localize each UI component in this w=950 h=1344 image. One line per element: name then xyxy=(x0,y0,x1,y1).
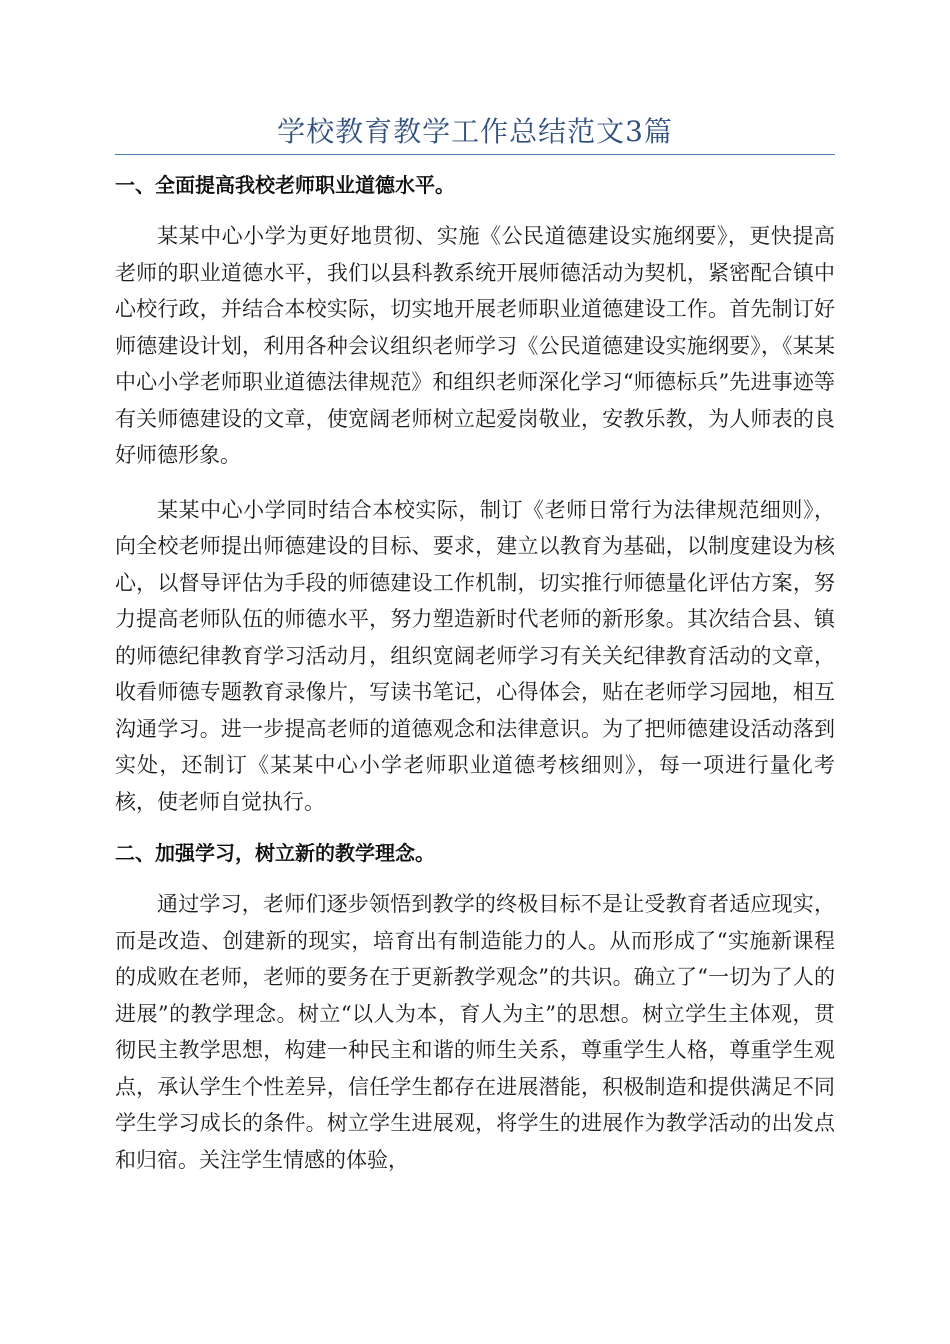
paragraph: 某某中心小学为更好地贯彻、实施《公民道德建设实施纲要》，更快提高老师的职业道德水平，我们以县科教系统开展师德活动为契机，紧密配合镇中心校行政，并结合本校实际，切实地开展老师职业道德建设工作。首先制订好师德建设计划，利用各种会议组织老师学习《公民道德建设实施纲要》，《某某中心小学老师职业道德法律规范》和组织老师深化学习“师德标兵”先进事迹等有关师德建设的文章，使宽阔老师树立起爱岗敬业，安教乐教，为人师表的良好师德形象。 xyxy=(115,224,835,467)
section-heading: 一、全面提高我校老师职业道德水平。 xyxy=(115,173,455,197)
section-1 xyxy=(115,170,835,820)
paragraph: 某某中心小学同时结合本校实际，制订《老师日常行为法律规范细则》，向全校老师提出师德建设的目标、要求，建立以教育为基础，以制度建设为核心，以督导评估为手段的师德建设工作机制，切实推行师德量化评估方案，努力提高老师队伍的师德水平，努力塑造新时代老师的新形象。其次结合县、镇的师德纪律教育学习活动月，组织宽阔老师学习有关关纪律教育活动的文章，收看师德专题教育录像片，写读书笔记，心得体会，贴在老师学习园地，相互沟通学习。进一步提高老师的道德观念和法律意识。为了把师德建设活动落到实处，还制订《某某中心小学老师职业道德考核细则》，每一项进行量化考核，使老师自觉执行。 xyxy=(115,497,835,814)
paragraph: 通过学习，老师们逐步领悟到教学的终极目标不是让受教育者适应现实，而是改造、创建新的现实，培育出有制造能力的人。从而形成了“实施新课程的成败在老师，老师的要务在于更新教学观念”的共识。确立了“一切为了人的进展”的教学理念。树立“以人为本，育人为主”的思想。树立学生主体观，贯彻民主教学思想，构建一种民主和谐的师生关系，尊重学生人格，尊重学生观点，承认学生个性差异，信任学生都存在进展潜能，积极制造和提供满足不同学生学习成长的条件。树立学生进展观，将学生的进展作为教学活动的出发点和归宿。关注学生情感的体验， xyxy=(115,892,835,1172)
section-2 xyxy=(115,838,835,1178)
document-title: 学校教育教学工作总结范文3篇 xyxy=(277,115,673,148)
title-underline xyxy=(115,154,835,155)
document-body xyxy=(115,170,835,1196)
section-heading: 二、加强学习，树立新的教学理念。 xyxy=(115,841,435,865)
